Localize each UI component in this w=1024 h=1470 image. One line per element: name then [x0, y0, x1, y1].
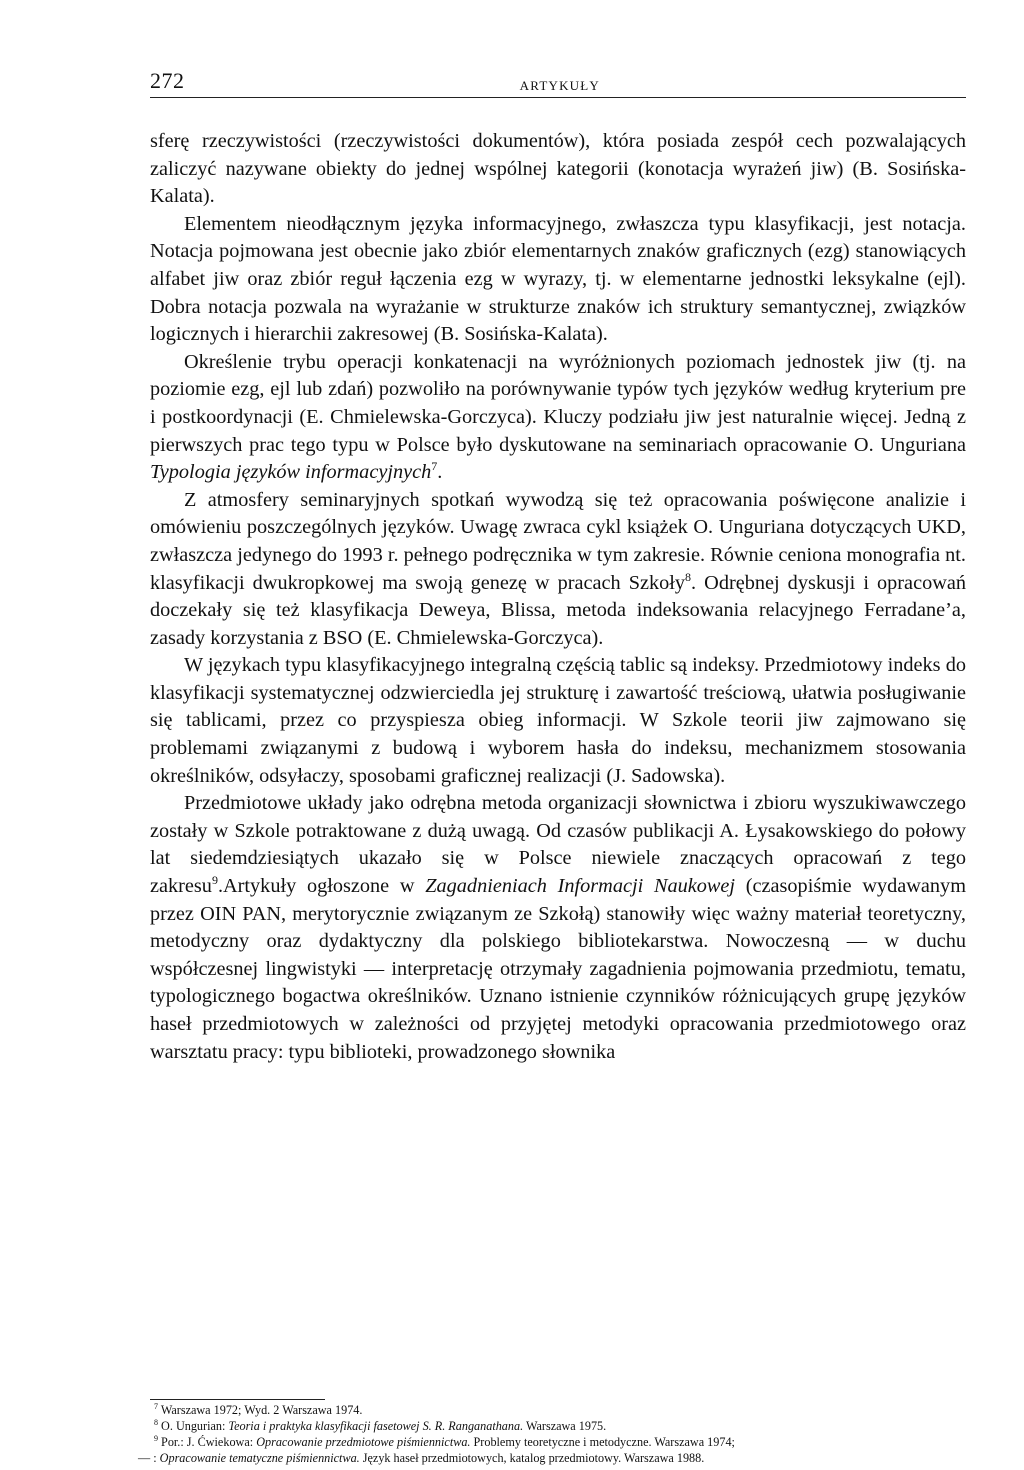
text-run: .Artykuły ogłoszone w [217, 875, 426, 898]
page [150, 58, 966, 1066]
footnote [150, 1418, 966, 1434]
paragraph [150, 652, 966, 790]
footnote-rule [150, 1399, 325, 1400]
text-run: — : [138, 1451, 160, 1465]
page-number: 272 [150, 68, 185, 93]
footnote-ref: 8 [685, 569, 692, 584]
italic-title: Opracowanie tematyczne piśmiennictwa. [159, 1451, 360, 1465]
text-run: Język haseł przedmiotowych, katalog przedmiotowy. Warszawa 1988. [359, 1451, 705, 1465]
paragraph [150, 128, 966, 211]
text-run: sferę rzeczywistości (rzeczywistości dokumentów), która posiada zespół cech pozwalających zaliczyć nazywane obiekty do jednej wspólnej kategorii (konotacja wyrażeń jiw) (B. Sosińska-Kalata). [150, 130, 966, 208]
text-run: Z atmosfery seminaryjnych spotkań wywodzą się też opracowania poświęcone analizie i omówieniu poszczególnych języków. Uwagę zwraca cykl książek O. Unguriana dotyczących UKD, zwłaszcza jedynego do 1993 r. pełnego podręcznika w tym zakresie. Równie ceniona monografia nt. klasyfikacji dwukropkowej ma swoją genezę w pracach Szkoły [150, 488, 966, 594]
text-run: O. Ungurian: [158, 1419, 229, 1433]
italic-title: Zagadnieniach Informacji Naukowej [425, 875, 736, 898]
footnote-ref: 7 [431, 459, 438, 474]
text-run: Warszawa 1975. [523, 1419, 607, 1433]
text-run: . Odrębnej dyskusji i opracowań doczekały się też klasyfikacja Deweya, Blissa, metoda indeksowania relacyjnego Ferradane’a, zasady korzystania z BSO (E. Chmielewska-Gorczyca). [150, 571, 966, 649]
running-head: ARTYKUŁY [519, 78, 600, 93]
text-run: (czasopiśmie wydawanym przez OIN PAN, merytorycznie związanym ze Szkołą) stanowiły więc ważny materiał teoretyczny, metodyczny oraz dydaktyczny dla polskiego bibliotekarstwa. Nowoczesną — w duchu współczesnej lingwistyki — interpretację otrzymały zagadnienia pojmowania przedmiotu, tematu, typologicznego bogactwa określników. Uznano istnienie czynników różnicujących grupę języków haseł przedmiotowych w zależności od przyjętej metodyki opracowania przedmiotowego oraz warsztatu pracy: typu biblioteki, prowadzonego słownika [150, 875, 966, 1063]
footnote [150, 1402, 966, 1418]
page-header [150, 58, 966, 98]
article-body [150, 128, 966, 1066]
text-run: . [437, 461, 443, 484]
text-run: Przedmiotowe układy jako odrębna metoda organizacji słownictwa i zbioru wyszukiwawczego zostały w Szkole potraktowane z dużą uwagą. Od czasów publikacji A. Łysakowskiego do połowy lat siedemdziesiątych ukazało się w Polsce niewiele znaczących opracowań z tego zakresu [150, 792, 966, 898]
footnote-number: 8 [154, 1417, 158, 1427]
text-run: Por.: J. Ćwiekowa: [158, 1435, 257, 1449]
italic-title: Teoria i praktyka klasyfikacji fasetowej S. R. Ranganathana. [228, 1419, 524, 1433]
footnotes [138, 1399, 966, 1466]
footnote-number: 9 [154, 1433, 158, 1443]
text-run: Warszawa 1972; Wyd. 2 Warszawa 1974. [158, 1403, 363, 1417]
paragraph [150, 487, 966, 653]
text-run: Problemy teoretyczne i metodyczne. Warszawa 1974; [470, 1435, 735, 1449]
footnote-ref: 9 [211, 873, 218, 888]
paragraph [150, 790, 966, 1066]
text-run: Określenie trybu operacji konkatenacji na wyróżnionych poziomach jednostek jiw (tj. na poziomie ezg, ejl lub zdań) pozwoliło na porównywanie typów tych języków według kryterium pre i postkoordynacji (E. Chmielewska-Gorczyca). Kluczy podziału jiw jest naturalnie więcej. Jedną z pierwszych prac tego typu w Polsce było dyskutowane na seminariach opracowanie O. Unguriana [150, 350, 966, 456]
paragraph [150, 211, 966, 349]
footnote [138, 1450, 966, 1466]
italic-title: Typologia języków informacyjnych [150, 461, 432, 484]
paragraph [150, 349, 966, 487]
text-run: W językach typu klasyfikacyjnego integralną częścią tablic są indeksy. Przedmiotowy indeks do klasyfikacji systematycznej odzwierciedla jej strukturę i zawartość treściową, ułatwia posługiwanie się tablicami, przez co przyspiesza obieg informacji. W Szkole teorii jiw zajmowano się problemami związanymi z budową i wyborem hasła do indeksu, mechanizmem stosowania określników, odsyłaczy, sposobami graficznej realizacji (J. Sadowska). [150, 654, 966, 787]
text-run: Elementem nieodłącznym języka informacyjnego, zwłaszcza typu klasyfikacji, jest notacja. Notacja pojmowana jest obecnie jako zbiór elementarnych znaków graficznych (ezg) stanowiących alfabet jiw oraz zbiór reguł łączenia ezg w wyrazy, tj. w elementarne jednostki leksykalne (ejl). Dobra notacja pozwala na wyrażanie w strukturze znaków ich struktury semantycznej, związków logicznych i hierarchii zakresowej (B. Sosińska-Kalata). [150, 212, 966, 346]
italic-title: Opracowanie przedmiotowe piśmiennictwa. [256, 1435, 471, 1449]
footnote [150, 1434, 966, 1450]
footnote-number: 7 [154, 1401, 158, 1411]
